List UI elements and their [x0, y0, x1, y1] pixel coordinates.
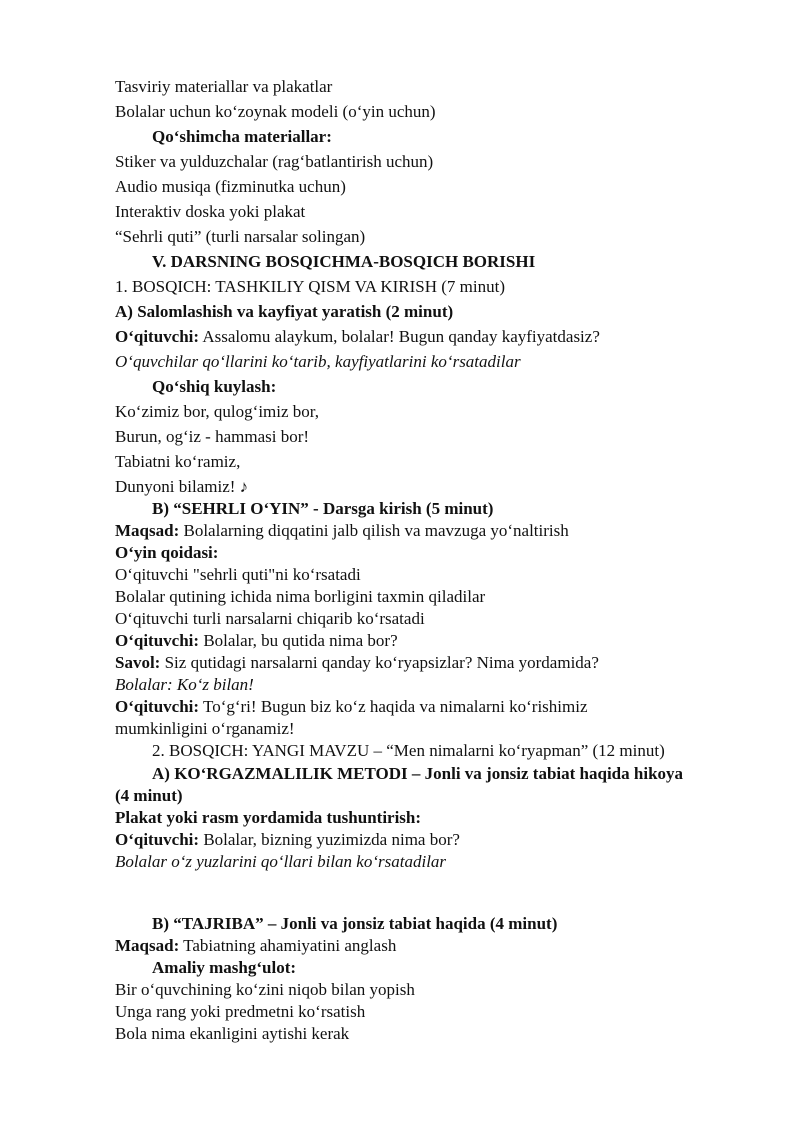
text-line: Unga rang yoki predmetni koʻrsatish — [115, 1002, 366, 1021]
italic-note: Bolalar: Koʻz bilan! — [115, 675, 254, 694]
section-heading: V. DARSNING BOSQICHMA-BOSQICH BORISHI — [152, 252, 536, 271]
dialogue-line — [115, 696, 588, 718]
text-line: Bir oʻquvchining koʻzini niqob bilan yopish — [115, 980, 415, 999]
text-line: Bola nima ekanligini aytishi kerak — [115, 1024, 350, 1043]
dialogue-line — [115, 520, 569, 542]
dialogue-text: Toʻgʻri! Bugun biz koʻz haqida va nimalarni koʻrishimiz — [199, 697, 588, 716]
dialogue-text: Bolalar, bu qutida nima bor? — [199, 631, 398, 650]
dialogue-line — [115, 630, 398, 652]
subheading-continued: (4 minut) — [115, 786, 183, 805]
subheading: A) KOʻRGAZMALILIK METODI – Jonli va jonsiz tabiat haqida hikoya — [152, 764, 684, 783]
song-line: Koʻzimiz bor, qulogʻimiz bor, — [115, 402, 320, 421]
dialogue-line — [115, 652, 599, 674]
song-line: Tabiatni koʻramiz, — [115, 452, 241, 471]
subheading: Amaliy mashgʻulot: — [152, 958, 297, 977]
dialogue-line — [115, 829, 460, 851]
subheading: B) “TAJRIBA” – Jonli va jonsiz tabiat haqida (4 minut) — [152, 914, 558, 933]
text-line: Interaktiv doska yoki plakat — [115, 202, 306, 221]
text-line: Tasviriy materiallar va plakatlar — [115, 77, 333, 96]
text-line: Stiker va yulduzchalar (ragʻbatlantirish uchun) — [115, 152, 434, 171]
text-line: Oʻqituvchi turli narsalarni chiqarib koʻrsatadi — [115, 609, 425, 628]
text-line: Bolalar uchun koʻzoynak modeli (oʻyin uchun) — [115, 102, 436, 121]
text-line: mumkinligini oʻrganamiz! — [115, 719, 295, 738]
question-label: Savol: — [115, 653, 161, 672]
dialogue-line — [115, 935, 396, 957]
subheading: Plakat yoki rasm yordamida tushuntirish: — [115, 808, 422, 827]
italic-note: Bolalar oʻz yuzlarini qoʻllari bilan koʻrsatadilar — [115, 852, 447, 871]
aim-text: Tabiatning ahamiyatini anglash — [179, 936, 397, 955]
italic-note: Oʻquvchilar qoʻllarini koʻtarib, kayfiyatlarini koʻrsatadilar — [115, 352, 521, 371]
subheading: B) “SEHRLI OʻYIN” - Darsga kirish (5 minut) — [152, 499, 494, 518]
speaker-label: Oʻqituvchi: — [115, 631, 200, 650]
text-line: “Sehrli quti” (turli narsalar solingan) — [115, 227, 366, 246]
subheading: Qoʻshimcha materiallar: — [152, 127, 332, 146]
subheading: Qoʻshiq kuylash: — [152, 377, 277, 396]
dialogue-text: Bolalar, bizning yuzimizda nima bor? — [199, 830, 460, 849]
speaker-label: Oʻqituvchi: — [115, 697, 200, 716]
song-line: Dunyoni bilamiz! ♪ — [115, 477, 249, 496]
text-line: Oʻqituvchi "sehrli quti"ni koʻrsatadi — [115, 565, 361, 584]
subheading: A) Salomlashish va kayfiyat yaratish (2 minut) — [115, 302, 454, 321]
aim-text: Bolalarning diqqatini jalb qilish va mavzuga yoʻnaltirish — [179, 521, 569, 540]
dialogue-line — [115, 326, 600, 348]
aim-label: Maqsad: — [115, 936, 180, 955]
speaker-label: Oʻqituvchi: — [115, 830, 200, 849]
text-line: Audio musiqa (fizminutka uchun) — [115, 177, 346, 196]
subheading: Oʻyin qoidasi: — [115, 543, 219, 562]
aim-label: Maqsad: — [115, 521, 180, 540]
question-text: Siz qutidagi narsalarni qanday koʻryapsizlar? Nima yordamida? — [160, 653, 599, 672]
stage-heading: 1. BOSQICH: TASHKILIY QISM VA KIRISH (7 minut) — [115, 277, 505, 296]
stage-heading: 2. BOSQICH: YANGI MAVZU – “Men nimalarni koʻryapman” (12 minut) — [152, 741, 665, 760]
speaker-label: Oʻqituvchi: — [115, 327, 200, 346]
text-line: Bolalar qutining ichida nima borligini taxmin qiladilar — [115, 587, 486, 606]
song-line: Burun, ogʻiz - hammasi bor! — [115, 427, 310, 446]
dialogue-text: Assalomu alaykum, bolalar! Bugun qanday kayfiyatdasiz? — [199, 327, 600, 346]
